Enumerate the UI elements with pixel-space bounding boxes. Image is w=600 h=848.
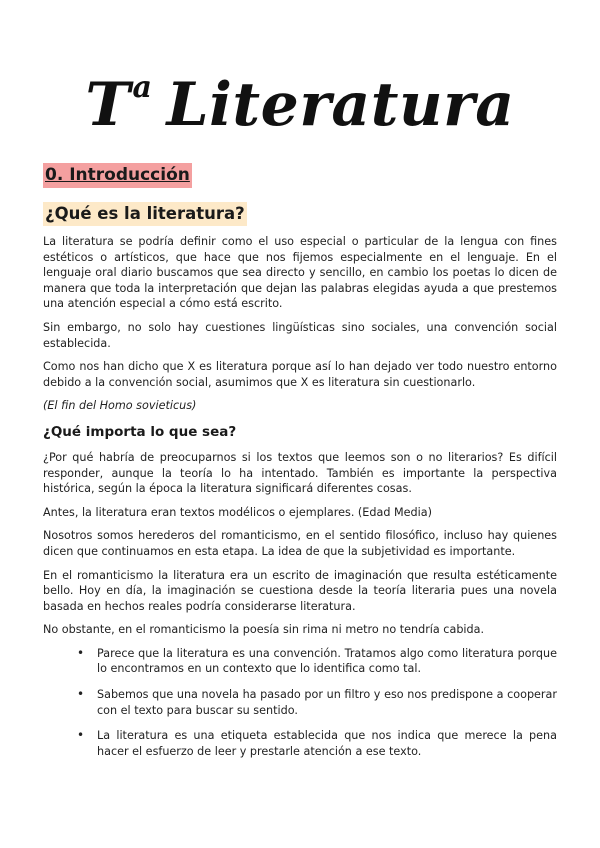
list-item: • La literatura es una etiqueta establecida que nos indica que merece la pena hacer el esfuerzo de leer y prestarle atención a ese texto. <box>97 728 557 759</box>
paragraph: No obstante, en el romanticismo la poesía sin rima ni metro no tendría cabida. <box>43 623 485 637</box>
list-item: • Parece que la literatura es una convención. Tratamos algo como literatura porque lo encontramos en un contexto que lo identifica como tal. <box>97 646 557 677</box>
list-item: • Sabemos que una novela ha pasado por un filtro y eso nos predispone a cooperar con el texto para buscar su sentido. <box>97 687 557 718</box>
paragraph: Antes, la literatura eran textos modélicos o ejemplares. (Edad Media) <box>43 505 432 519</box>
title-letter: T <box>85 70 131 140</box>
title-word: Literatura <box>166 70 515 140</box>
paragraph: Sin embargo, no solo hay cuestiones lingüísticas sino sociales, una convención social establecida. <box>43 320 557 350</box>
subheading-what-is-literature: ¿Qué es la literatura? <box>43 202 247 226</box>
document-title <box>0 52 600 141</box>
paragraph: Nosotros somos herederos del romanticismo, en el sentido filosófico, incluso hay quienes dicen que continuamos en esta etapa. La idea de que la subjetividad es importante. <box>43 529 557 558</box>
section-heading: 0. Introducción <box>43 163 192 188</box>
citation: (El fin del Homo sovieticus) <box>43 399 197 413</box>
paragraph: Como nos han dicho que X es literatura porque así lo han dejado ver todo nuestro entorno debido a la convención social, asumimos que X es literatura sin cuestionarlo. <box>43 360 557 389</box>
subheading-why-matters: ¿Qué importa lo que sea? <box>43 423 237 440</box>
bullet-list <box>43 646 557 760</box>
document-body <box>43 163 557 769</box>
paragraph: En el romanticismo la literatura era un escrito de imaginación que resulta estéticamente bello. Hoy en día, la imaginación se cuestiona desde la teoría literaria pues una novela basada en hechos reales podría considerarse literatura. <box>43 568 557 613</box>
paragraph: La literatura se podría definir como el uso especial o particular de la lengua con fines estéticos o artísticos, que hace que nos fijemos especialmente en el lenguaje. En el lenguaje oral diario buscamos que sea directo y sencillo, en cambio los poetas lo dicen de manera que toda la interpretación que dejan las palabras elegidas ayuda a que prestemos una atención especial a cómo está escrito. <box>43 235 557 311</box>
title-superscript: a <box>132 70 153 105</box>
paragraph: ¿Por qué habría de preocuparnos si los textos que leemos son o no literarios? Es difícil responder, aunque la teoría lo ha intentado. También es importante la perspectiva histórica, según la época la literatura significará diferentes cosas. <box>43 450 557 496</box>
